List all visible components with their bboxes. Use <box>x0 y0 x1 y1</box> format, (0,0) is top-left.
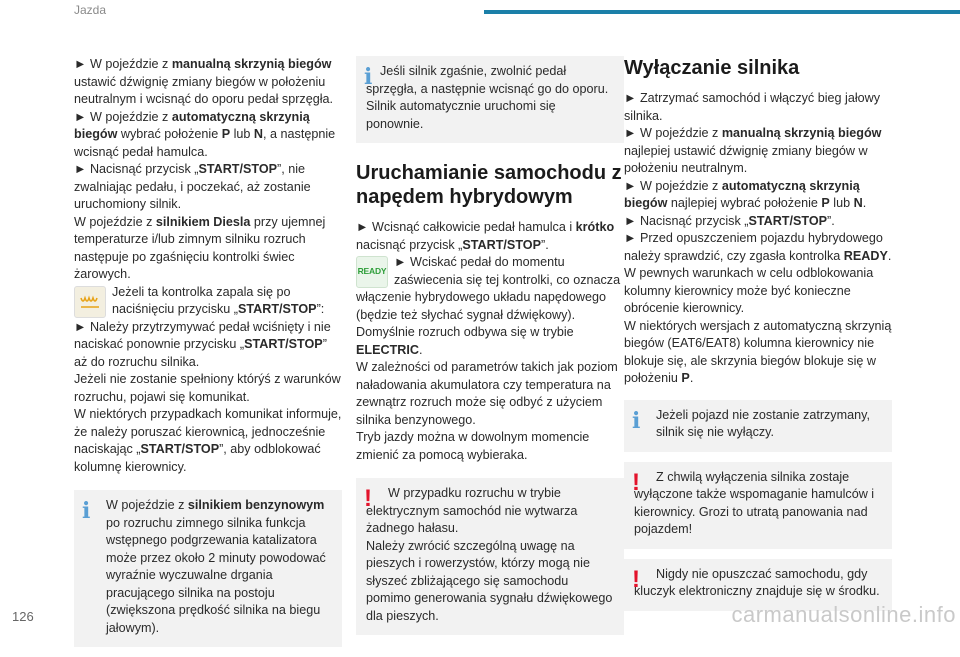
column-2 <box>356 56 624 645</box>
paragraph: ► Nacisnąć przycisk „START/STOP”. <box>624 213 835 228</box>
paragraph: ► W pojeździe z automatyczną skrzynią biegów wybrać położenie P lub N, a następnie wcisnąć pedał hamulca. <box>74 109 336 159</box>
warning-note: ! Z chwilą wyłączenia silnika zostaje wyłączone także wspomaganie hamulców i kierownicy. Grozi to utratą panowania nad pojazdem! <box>624 462 892 549</box>
paragraph: ► W pojeździe z manualną skrzynią biegów najlepiej ustawić dźwignię zmiany biegów w położeniu neutralnym. <box>624 126 882 175</box>
paragraph: Jeżeli ta kontrolka zapala się po naciśnięciu przycisku „START/STOP”: <box>74 284 342 319</box>
paragraph: ► Przed opuszczeniem pojazdu hybrydowego należy sprawdzić, czy zgasła kontrolka READY. <box>624 231 892 263</box>
warning-icon: ! <box>632 565 640 593</box>
warning-note: ! Nigdy nie opuszczać samochodu, gdy kluczyk elektroniczny znajduje się w środku. <box>624 559 892 611</box>
paragraph: W niektórych przypadkach komunikat informuje, że należy poruszać kierownicą, jednocześnie naciskając „START/STOP”, aby odblokować kolumnę kierownicy. <box>74 407 342 474</box>
page-number: 126 <box>12 609 34 624</box>
header-accent-bar <box>484 10 960 14</box>
warning-note: ! W przypadku rozruchu w trybie elektrycznym samochód nie wytwarza żadnego hałasu. Należy zwrócić szczególną uwagę na pieszych i rowerzystów, którzy mogą nie słyszeć zbliżającego się samochodu pomimo generowania sygnału dźwiękowego dla pieszych. <box>356 478 624 635</box>
paragraph: ► W pojeździe z automatyczną skrzynią biegów najlepiej wybrać położenie P lub N. <box>624 178 867 210</box>
ready-lamp-icon: READY <box>356 256 388 288</box>
warning-icon: ! <box>632 468 640 496</box>
info-note: i Jeśli silnik zgaśnie, zwolnić pedał sprzęgła, a następnie wcisnąć go do oporu. Silnik automatycznie uruchomi się ponownie. <box>356 56 624 143</box>
paragraph: Tryb jazdy można w dowolnym momencie zmienić za pomocą wybieraka. <box>356 430 590 462</box>
info-note: i Jeżeli pojazd nie zostanie zatrzymany, silnik się nie wyłączy. <box>624 400 892 452</box>
watermark: carmanualsonline.info <box>731 602 956 627</box>
info-icon: i <box>632 407 641 434</box>
paragraph: ► Wcisnąć całkowicie pedał hamulca i krótko nacisnąć przycisk „START/STOP”. <box>356 220 615 252</box>
paragraph: Jeżeli nie zostanie spełniony którýś z warunków rozruchu, pojawi się komunikat. <box>74 372 341 404</box>
paragraph: W pewnych warunkach w celu odblokowania kolumny kierownicy może być konieczne obrócenie kierownicy. <box>624 266 874 315</box>
paragraph: ► Należy przytrzymywać pedał wciśnięty i nie naciskać ponownie przycisku „START/STOP” aż do rozruchu silnika. <box>74 319 331 369</box>
paragraph: W zależności od parametrów takich jak poziom naładowania akumulatora czy temperatura na zewnątrz rozruch może się odbyć z użyciem silnika benzynowego. <box>356 360 618 427</box>
section-heading: Uruchamianie samochodu z napędem hybrydowym <box>356 162 622 208</box>
column-1 <box>74 56 342 657</box>
paragraph: W pojeździe z silnikiem Diesla przy ujemnej temperaturze i/lub zimnym silniku rozruch następuje po zgaśnięciu kontrolki świec żarowych. <box>74 214 326 281</box>
info-icon: i <box>364 64 373 90</box>
paragraph: ► W pojeździe z manualną skrzynią biegów ustawić dźwignię zmiany biegów w położeniu neutralnym i wcisnąć do oporu pedał sprzęgła. <box>74 57 334 106</box>
paragraph: ► Nacisnąć przycisk „START/STOP”, nie zwalniając pedału, i poczekać, aż zostanie uruchomiony silnik. <box>74 162 311 211</box>
section-title: Jazda <box>74 3 107 17</box>
section-heading: Wyłączanie silnika <box>624 57 800 79</box>
paragraph: READY ► Wciskać pedał do momentu zaświecenia się tej kontrolki, co oznacza włączenie hybrydowego układu napędowego (będzie też słychać sygnał dźwiękowy). <box>356 255 621 322</box>
paragraph: Domyślnie rozruch odbywa się w trybie ELECTRIC. <box>356 325 574 357</box>
column-3 <box>624 56 892 621</box>
warning-icon: ! <box>364 485 372 512</box>
info-note: i W pojeździe z silnikiem benzynowym po rozruchu zimnego silnika funkcja wstępnego podgrzewania katalizatora może przez około 2 minuty powodować wyraźnie wyczuwalne drgania pracującego silnika na postoju (zwiększona prędkość silnika na biegu jałowym). <box>74 490 342 647</box>
info-icon: i <box>82 498 91 524</box>
glow-plug-icon <box>74 286 106 318</box>
paragraph: W niektórych wersjach z automatyczną skrzynią biegów (EAT6/EAT8) kolumna kierownicy nie blokuje się, ale skrzynia biegów blokuje się w położeniu P. <box>624 318 892 385</box>
paragraph: ► Zatrzymać samochód i włączyć bieg jałowy silnika. <box>624 91 881 123</box>
